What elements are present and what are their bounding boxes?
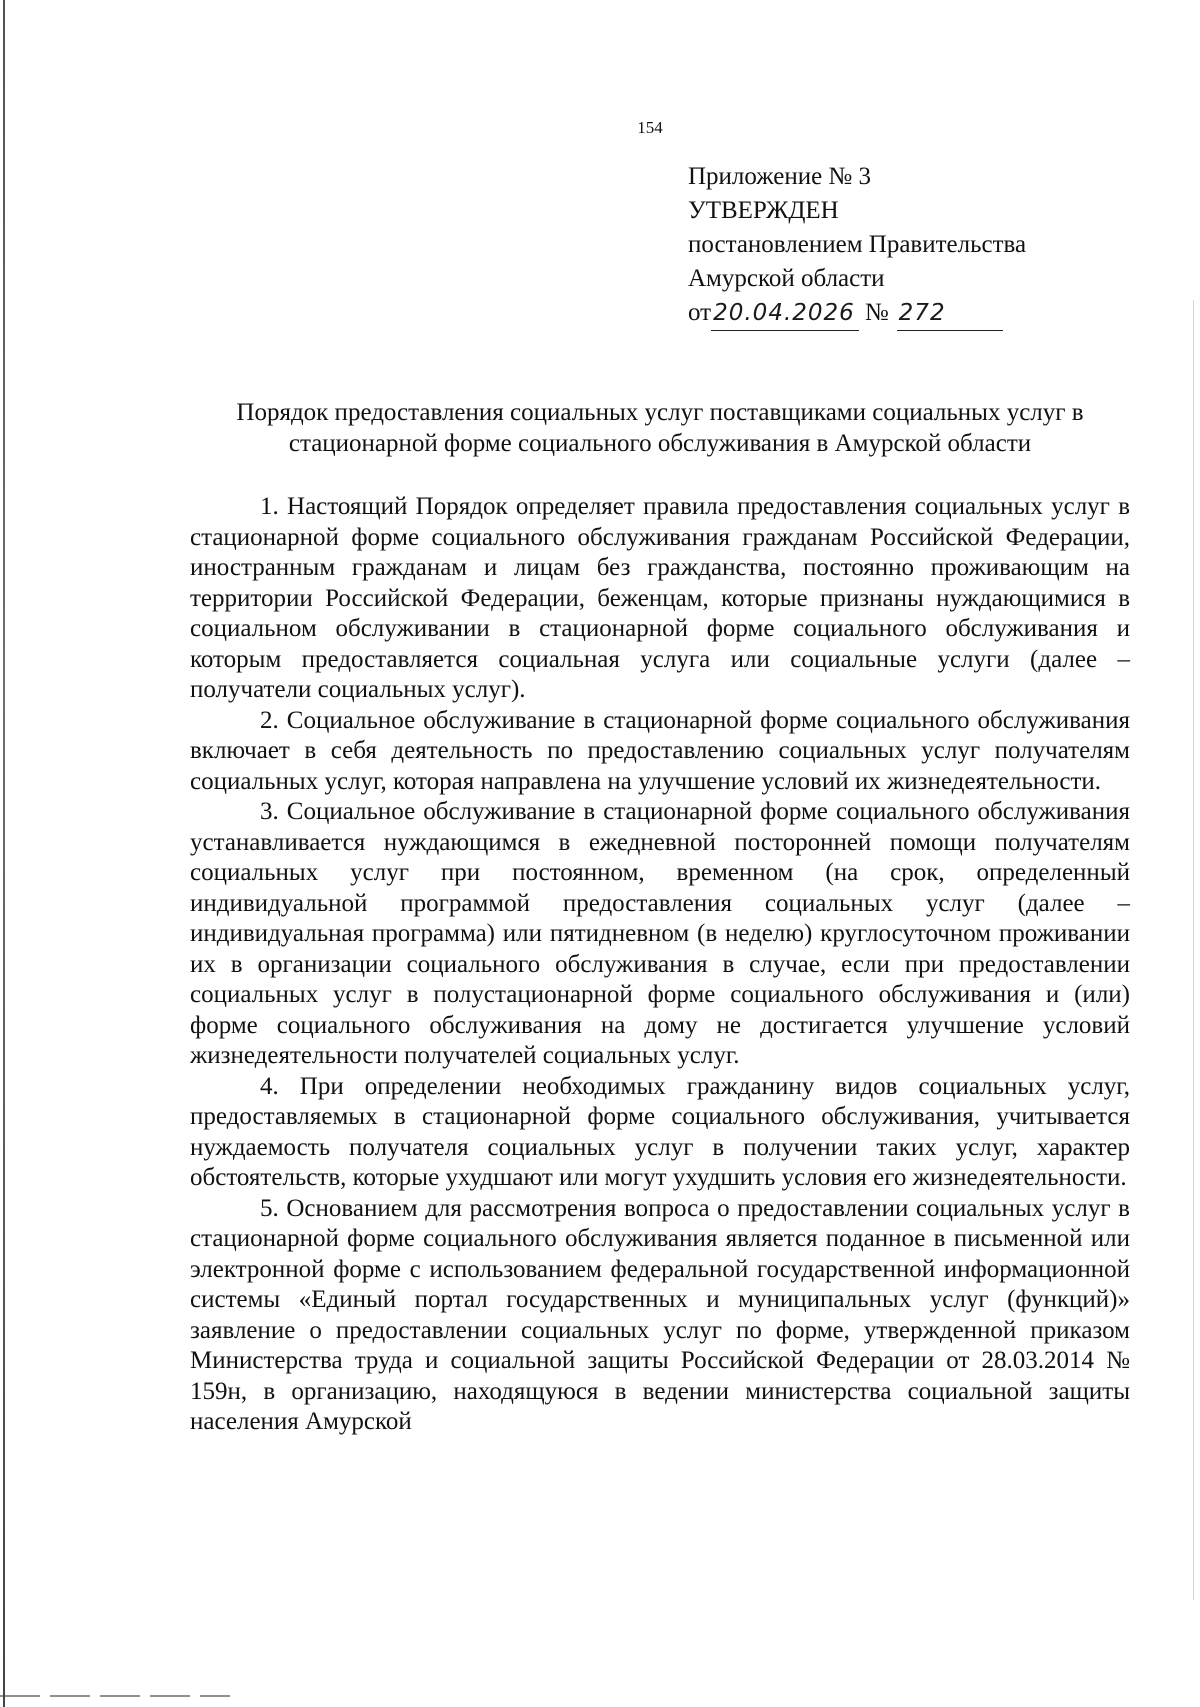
scan-bottom-artifact [0, 1695, 230, 1697]
paragraph-1: 1. Настоящий Порядок определяет правила предоставления социальных услуг в стационарной форме социального обслуживания гражданам Российской Федерации, иностранным гражданам и лицам без гражданства, постоянно проживающим на территории Российской Федерации, беженцам, которые признаны нуждающимися в социальном обслуживании в стационарной форме социального обслуживания и которым предоставляется социальная услуга или социальные услуги (далее – получатели социальных услуг). [190, 493, 1130, 703]
scan-edge-right [1193, 300, 1194, 1600]
paragraph-5: 5. Основанием для рассмотрения вопроса о предоставлении социальных услуг в стационарной форме социального обслуживания является поданное в письменной или электронной форме с использованием федеральной государственной информационной системы «Единый портал государственных и муниципальных услуг (функций)» заявление о предоставлении социальных услуг по форме, утвержденной приказом Министерства труда и социальной защиты Российской Федерации от 28.03.2014 № 159н, в организацию, находящуюся в ведении министерства социальной защиты населения Амурской [190, 1194, 1130, 1435]
date-prefix: от [688, 299, 712, 326]
title-line-1: Порядок предоставления социальных услуг поставщиками социальных услуг в [236, 399, 1084, 426]
document-body [190, 492, 1130, 1438]
paragraph-3: 3. Социальное обслуживание в стационарной форме социального обслуживания устанавливается нуждающимся в ежедневной посторонней помощи получателям социальных услуг при постоянном, временном (на срок, определенный индивидуальной программой предоставления социальных услуг (далее – индивидуальная программа) или пятидневном (в неделю) круглосуточном проживании их в организации социального обслуживания в случае, если при предоставлении социальных услуг в полустационарной форме социального обслуживания и (или) форме социального обслуживания на дому не достигается улучшение условий жизнедеятельности получателей социальных услуг. [190, 798, 1130, 1069]
approval-line-2: Амурской области [688, 265, 885, 292]
appendix-label: Приложение № 3 [688, 163, 872, 190]
approval-block [688, 160, 1026, 331]
approval-line-1: постановлением Правительства [688, 231, 1027, 258]
number-prefix: № [864, 299, 889, 326]
date-number-line [688, 296, 1026, 331]
page-number: 154 [637, 118, 663, 137]
title-line-2: стационарной форме социального обслуживания в Амурской области [288, 430, 1032, 457]
handwritten-number: 272 [897, 296, 1003, 331]
approved-label: УТВЕРЖДЕН [688, 197, 839, 224]
paragraph-4: 4. При определении необходимых гражданину видов социальных услуг, предоставляемых в стационарной форме социального обслуживания, учитывается нуждаемость получателя социальных услуг в получении таких услуг, характер обстоятельств, которые ухудшают или могут ухудшить условия его жизнедеятельности. [190, 1072, 1130, 1191]
scan-edge-left [3, 0, 5, 1707]
handwritten-date: 20.04.2026 [711, 296, 859, 331]
document-title [190, 397, 1130, 459]
paragraph-2: 2. Социальное обслуживание в стационарной форме социального обслуживания включает в себя деятельность по предоставлению социальных услуг получателям социальных услуг, которая направлена на улучшение условий их жизнедеятельности. [190, 706, 1130, 795]
